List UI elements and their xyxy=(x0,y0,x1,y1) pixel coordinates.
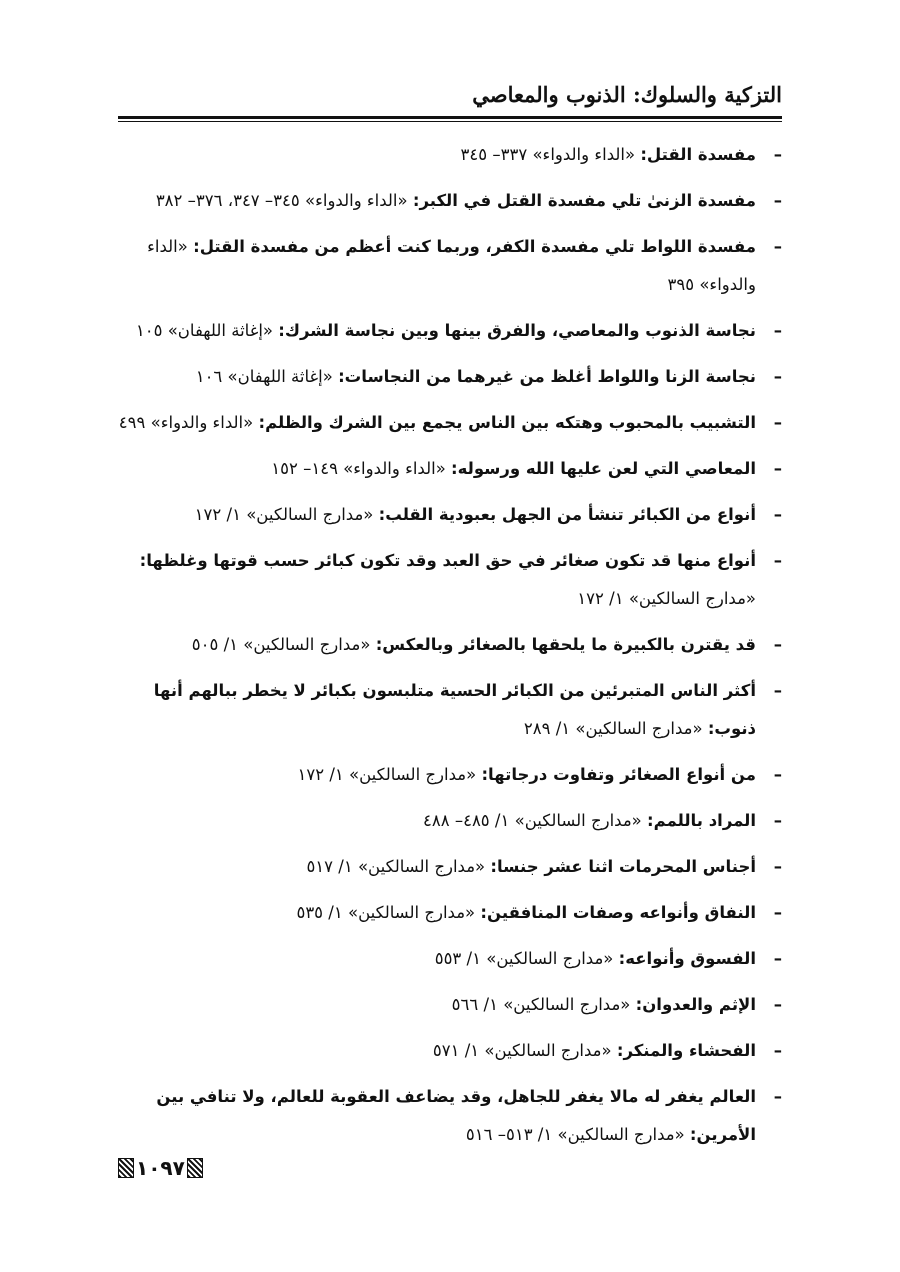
entry-dash: – xyxy=(773,505,782,524)
entry-reference: «إغاثة اللهفان» ١٠٦ xyxy=(195,367,339,386)
entry-topic: الإثم والعدوان: xyxy=(635,995,756,1014)
index-entry xyxy=(118,1078,782,1154)
entry-reference: «مدارج السالكين» ١/ ٥١٣– ٥١٦ xyxy=(465,1125,690,1144)
entry-dash: – xyxy=(773,237,782,256)
index-entry xyxy=(118,228,782,304)
page-number: ١٠٩٧ xyxy=(136,1156,185,1180)
index-entry xyxy=(118,848,782,886)
index-entry xyxy=(118,450,782,488)
entry-dash: – xyxy=(773,459,782,478)
index-entry xyxy=(118,986,782,1024)
entry-topic: أنواع منها قد تكون صغائر في حق العبد وقد تكون كبائر حسب قوتها وغلظها: xyxy=(139,551,756,570)
index-entry xyxy=(118,894,782,932)
entry-reference: «مدارج السالكين» ١/ ٢٨٩ xyxy=(523,719,708,738)
entry-reference: «مدارج السالكين» ١/ ٤٨٥– ٤٨٨ xyxy=(422,811,648,830)
entry-reference: «الداء والدواء» ٣٣٧– ٣٤٥ xyxy=(460,145,641,164)
index-entry xyxy=(118,672,782,748)
entry-reference: «مدارج السالكين» ١/ ١٧٢ xyxy=(577,589,756,608)
entry-topic: الفحشاء والمنكر: xyxy=(616,1041,756,1060)
entry-topic: من أنواع الصغائر وتفاوت درجاتها: xyxy=(481,765,756,784)
page-number-block xyxy=(118,1156,203,1180)
index-entry xyxy=(118,404,782,442)
entry-reference: «الداء والدواء» ١٤٩– ١٥٢ xyxy=(271,459,452,478)
index-entry xyxy=(118,756,782,794)
index-entry xyxy=(118,542,782,618)
entry-dash: – xyxy=(773,903,782,922)
entry-dash: – xyxy=(773,765,782,784)
entry-dash: – xyxy=(773,811,782,830)
entry-reference: «مدارج السالكين» ١/ ٥٥٣ xyxy=(434,949,619,968)
entry-topic: مفسدة القتل: xyxy=(640,145,756,164)
entry-dash: – xyxy=(773,995,782,1014)
entry-dash: – xyxy=(773,1087,782,1106)
index-entry xyxy=(118,358,782,396)
entry-reference: «مدارج السالكين» ١/ ٥٧١ xyxy=(432,1041,617,1060)
entry-reference: «الداء والدواء» ٣٩٥ xyxy=(147,237,756,294)
entry-reference: «مدارج السالكين» ١/ ٥٣٥ xyxy=(296,903,481,922)
entry-dash: – xyxy=(773,949,782,968)
header-rule-thin xyxy=(118,121,782,122)
entry-topic: أكثر الناس المتبرئين من الكبائر الحسية متلبسون بكبائر لا يخطر ببالهم أنها ذنوب: xyxy=(153,681,756,738)
entry-topic: نجاسة الزنا واللواط أغلظ من غيرهما من النجاسات: xyxy=(338,367,756,386)
entry-reference: «مدارج السالكين» ١/ ٥٠٥ xyxy=(191,635,376,654)
entry-dash: – xyxy=(773,635,782,654)
entry-topic: التشبيب بالمحبوب وهتكه بين الناس يجمع بين الشرك والظلم: xyxy=(258,413,756,432)
index-entry xyxy=(118,940,782,978)
ornament-icon xyxy=(118,1158,134,1178)
entry-dash: – xyxy=(773,1041,782,1060)
entry-dash: – xyxy=(773,367,782,386)
entry-topic: العالم يغفر له مالا يغفر للجاهل، وقد يضاعف العقوبة للعالم، ولا تنافي بين الأمرين: xyxy=(156,1087,756,1144)
index-entry xyxy=(118,496,782,534)
entry-topic: قد يقترن بالكبيرة ما يلحقها بالصغائر وبالعكس: xyxy=(375,635,756,654)
index-entry xyxy=(118,802,782,840)
entry-reference: «مدارج السالكين» ١/ ٥١٧ xyxy=(306,857,491,876)
index-entry xyxy=(118,182,782,220)
entry-topic: النفاق وأنواعه وصفات المنافقين: xyxy=(480,903,756,922)
entry-topic: المعاصي التي لعن عليها الله ورسوله: xyxy=(451,459,756,478)
entry-topic: نجاسة الذنوب والمعاصي، والفرق بينها وبين نجاسة الشرك: xyxy=(278,321,756,340)
entry-reference: «إغاثة اللهفان» ١٠٥ xyxy=(135,321,279,340)
entry-dash: – xyxy=(773,413,782,432)
ornament-icon xyxy=(187,1158,203,1178)
entry-topic: المراد باللمم: xyxy=(647,811,756,830)
index-entry-list xyxy=(118,136,782,1162)
entry-topic: أجناس المحرمات اثنا عشر جنسا: xyxy=(490,857,756,876)
running-header-title: التزكية والسلوك: الذنوب والمعاصي xyxy=(472,82,782,107)
entry-topic: مفسدة اللواط تلي مفسدة الكفر، وربما كنت أعظم من مفسدة القتل: xyxy=(193,237,756,256)
entry-reference: «مدارج السالكين» ١/ ٥٦٦ xyxy=(451,995,636,1014)
entry-reference: «الداء والدواء» ٣٤٥– ٣٤٧، ٣٧٦– ٣٨٢ xyxy=(155,191,413,210)
entry-dash: – xyxy=(773,321,782,340)
entry-topic: الفسوق وأنواعه: xyxy=(618,949,756,968)
index-entry xyxy=(118,626,782,664)
index-entry xyxy=(118,1032,782,1070)
entry-topic: مفسدة الزنىٰ تلي مفسدة القتل في الكبر: xyxy=(412,191,756,210)
entry-dash: – xyxy=(773,191,782,210)
entry-dash: – xyxy=(773,857,782,876)
entry-dash: – xyxy=(773,551,782,570)
index-entry xyxy=(118,136,782,174)
entry-topic: أنواع من الكبائر تنشأ من الجهل بعبودية القلب: xyxy=(378,505,756,524)
entry-reference: «الداء والدواء» ٤٩٩ xyxy=(118,413,259,432)
entry-dash: – xyxy=(773,681,782,700)
entry-dash: – xyxy=(773,145,782,164)
entry-reference: «مدارج السالكين» ١/ ١٧٢ xyxy=(297,765,482,784)
header-rule-thick xyxy=(118,116,782,119)
entry-reference: «مدارج السالكين» ١/ ١٧٢ xyxy=(194,505,379,524)
index-entry xyxy=(118,312,782,350)
